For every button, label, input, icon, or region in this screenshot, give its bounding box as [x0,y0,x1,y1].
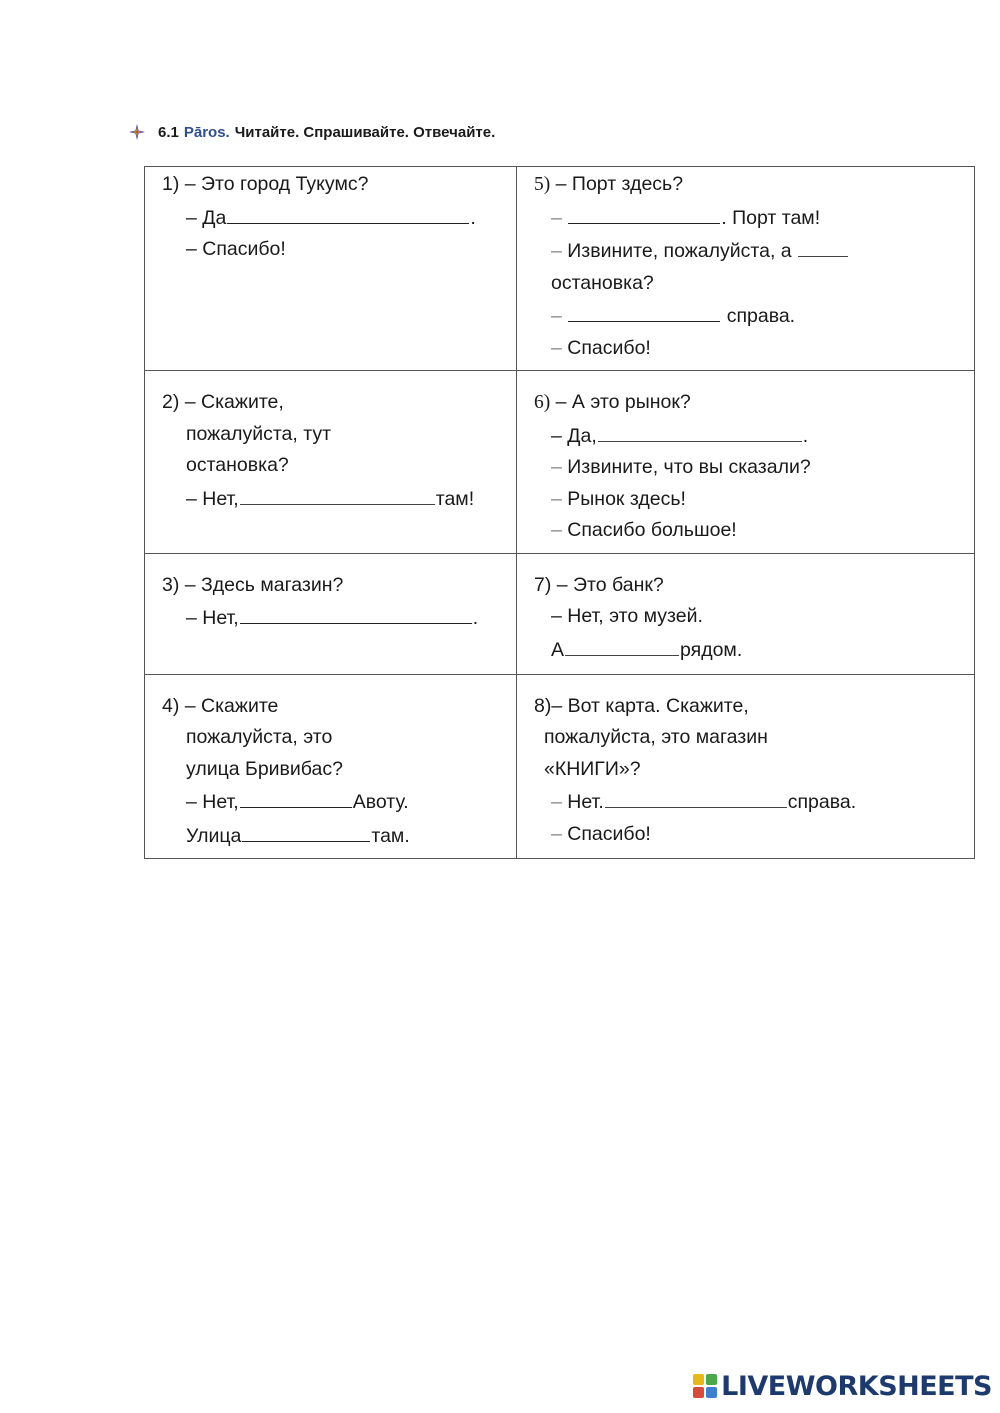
dialog-line [162,819,508,853]
dialog-line [534,819,966,851]
line-text: там! [435,487,475,510]
line-text: – Порт здесь? [550,173,684,195]
answer-blank[interactable] [568,201,720,224]
dialog-5 [517,167,975,371]
dialog-line: остановка? [551,271,654,294]
line-text: . [472,607,479,629]
line-text: – Нет, [186,487,239,510]
dialog-line [534,234,966,268]
exercise-number: 6.1 [158,123,179,141]
table-row [145,371,975,554]
dash: – [551,240,562,262]
dialog-8 [517,674,975,859]
dialog-line: 7) – Это банк? [534,573,664,596]
dash: – [551,305,562,327]
dialog-line [162,201,508,235]
dash: – [551,791,562,813]
dialog-line [162,785,508,819]
line-text: Извините, что вы сказали? [561,456,811,478]
dialog-line [534,484,966,516]
answer-blank[interactable] [227,201,469,224]
exercise-paros: Pāros. [183,123,230,141]
dialog-line [534,515,966,547]
dialog-table [144,166,975,859]
line-text: Улица [186,824,242,847]
line-text: . Порт там! [721,206,821,229]
line-text: Авоту. [352,791,409,813]
dialog-line: пожалуйста, это магазин [544,726,768,748]
dialog-line: улица Бривибас? [186,757,343,780]
table-row [145,553,975,674]
dash: – [551,456,562,478]
dialog-line: – Спасибо! [186,238,286,260]
logo-text: LIVEWORKSHEETS [721,1370,992,1402]
dash: – [551,519,562,541]
line-text: справа. [721,305,796,327]
dash: – [551,487,562,510]
answer-blank[interactable] [565,633,679,656]
table-row [145,167,975,371]
dialog-line [534,633,966,667]
answer-blank[interactable] [240,601,472,624]
line-text: Спасибо! [561,336,651,359]
dialog-line: 8)– Вот карта. Скажите, [534,694,749,717]
answer-blank[interactable] [798,234,848,257]
dialog-line [534,201,966,235]
dialog-line [534,333,966,365]
line-text: Спасибо! [561,822,651,845]
dialog-line [534,452,966,484]
answer-blank[interactable] [240,482,435,505]
dialog-line: 1) – Это город Тукумс? [162,173,369,195]
line-text: Рынок здесь! [561,487,686,510]
line-text: А [551,638,565,661]
exercise-instruction: Читайте. Спрашивайте. Отвечайте. [234,123,496,141]
line-text: Нет. [561,791,604,813]
dialog-4 [145,674,517,859]
logo-mark-icon [693,1374,717,1398]
line-text: рядом. [680,638,743,661]
answer-blank[interactable] [240,785,352,808]
exercise-heading [128,122,495,142]
line-text: – Нет, [186,607,239,629]
line-text: . [470,206,476,229]
dialog-line: «КНИГИ»? [544,757,641,780]
line-text: там. [371,824,410,847]
dialog-line: 4) – Скажите [162,694,279,717]
line-text: – Нет, [186,791,239,813]
answer-blank[interactable] [598,419,802,442]
line-text: – Да, [551,424,597,447]
dialog-line: пожалуйста, тут [186,422,332,445]
line-text: Спасибо большое! [561,519,737,541]
dialog-2 [145,371,517,554]
dash: – [551,336,562,359]
answer-blank[interactable] [605,785,787,808]
dialog-1 [145,167,517,371]
dialog-line [162,482,508,516]
line-number: 5) [534,174,551,195]
line-number: 6) [534,392,551,413]
dialog-line [534,169,966,201]
dialog-line [534,419,966,453]
line-text: справа. [787,791,857,813]
liveworksheets-logo[interactable] [693,1371,992,1401]
line-text: Извините, пожалуйста, а [561,240,792,262]
line-text: – Да [186,206,227,229]
line-text: – А это рынок? [550,391,691,413]
dialog-line [534,373,966,419]
table-row [145,674,975,859]
dialog-line [162,601,508,635]
dialog-line [534,785,966,819]
dialog-line: пожалуйста, это [186,726,333,748]
dialog-line: – Нет, это музей. [551,605,703,627]
dialog-line [534,299,966,333]
answer-blank[interactable] [242,819,370,842]
dialog-line: 3) – Здесь магазин? [162,573,344,596]
dialog-line: остановка? [186,454,289,476]
dialog-6 [517,371,975,554]
dash: – [551,822,562,845]
line-text: . [802,424,809,447]
bullet-star-icon [128,123,146,141]
answer-blank[interactable] [568,299,720,322]
dash: – [551,206,562,229]
dialog-line: 2) – Скажите, [162,391,284,413]
dialog-3 [145,553,517,674]
dialog-7 [517,553,975,674]
